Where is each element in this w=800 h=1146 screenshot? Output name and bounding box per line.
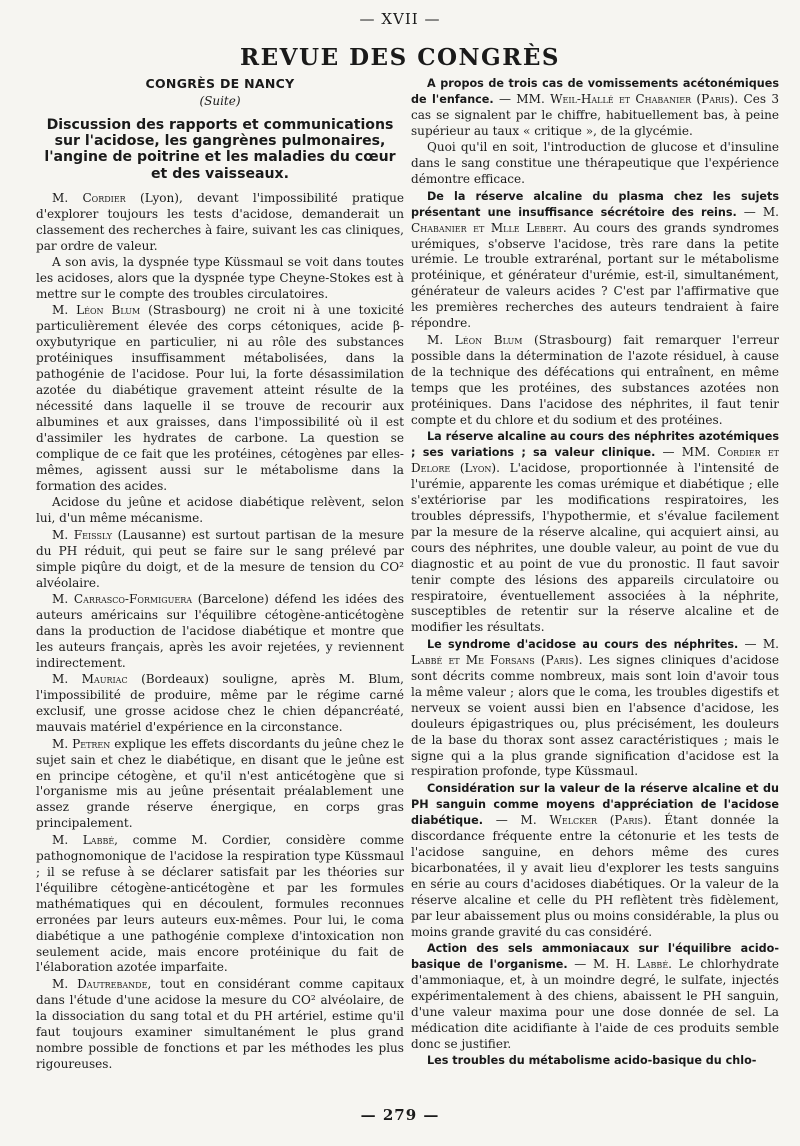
paragraph-text: Ces 3 cas se signalent par le chiffre, habituellement bas, à peine supérieur au taux « critique », de la glycémie. <box>411 91 780 138</box>
authors: — M. Labbé et Me Forsans (Paris). <box>411 636 779 667</box>
paragraph-jeune: Acidose du jeûne et acidose diabétique relèvent, selon lui, d'un même mécanisme. <box>36 495 404 526</box>
paragraph-reserve-plasma <box>411 189 779 333</box>
paragraph-mauriac <box>36 672 404 736</box>
authors: — M. H. Labbé. <box>567 956 672 971</box>
paragraph-nephrites-azotemiques <box>411 429 779 636</box>
paragraph-sels-ammoniacaux <box>411 941 779 1053</box>
author-name: M. Léon Blum <box>427 332 523 347</box>
paragraph-text: (Strasbourg) fait remarquer l'erreur possible dans la détermination de l'azote résiduel, à cause de la technique des défécations qui entraînent, en même temps que les protéines, des substances azotées non protéiniques. Dans l'acidose des néphrites, il faut tenir compte et du chlore et du sodium et des protéines. <box>411 332 779 427</box>
paragraph-cordier <box>36 191 404 255</box>
paragraph-dautrebande <box>36 977 404 1073</box>
author-name: M. Léon Blum <box>52 303 141 318</box>
paragraph-syndrome-acidose <box>411 637 779 781</box>
paragraph-text: Étant donnée la discordance fréquente entre la cétonurie et les tests de l'acidose sanguine, en dehors même des cures bicarbonatées, il y avait lieu d'explorer les tests sanguins en série au cours d'acidoses diabétiques. Or la valeur de la réserve alcaline et celle du PH reflètent très fidèlement, par leur abaissement plus ou moins considérable, la plus ou moins grande gravité du cas considéré. <box>411 812 779 939</box>
authors: — MM. Cordier et Delore (Lyon). <box>411 444 779 475</box>
author-name: M. Mauriac <box>52 672 128 687</box>
communication-title: Le syndrome d'acidose au cours des néphrites. <box>427 637 739 651</box>
paragraph-text: (Bordeaux) souligne, après M. Blum, l'impossibilité de produire, même par le régime carné exclusif, une grosse acidose chez le chien dépancréaté, mauvais matériel d'expérience en la circonstance. <box>36 672 404 735</box>
authors: — M. Welcker (Paris). <box>482 812 652 827</box>
paragraph-text: (Strasbourg) ne croit ni à une toxicité particulièrement élevée des corps cétoniques, acide β-oxybutyrique en particulier, ni au rôle des substances protéiniques insuffisamment métabolisées, dans la pathogénie de l'acidose. Pour lui, la forte désassimilation azotée du diabétique gravement atteint résulte de la nécessité dans laquelle il se trouve de recourir aux albumines et aux graisses, dans l'impossibilité où il est d'assimiler les hydrates de carbone. La question se complique de ce fait que les protéines, cétogènes par elles-mêmes, agissent aussi sur le métabolisme dans la formation des acides. <box>36 303 404 493</box>
paragraph-text: Au cours des grands syndromes urémiques, s'observe l'acidose, très rare dans la petite urémie. Le trouble extrarénal, portant sur le métabolisme protéinique, et générateur d'urémie, est-il, simultanément, générateur de valeurs acides ? C'est par l'affirmative que les premières recherches des auteurs tendraient à faire répondre. <box>411 220 779 331</box>
paragraph-text: (Lausanne) est surtout partisan de la mesure du PH réduit, qui peut se faire sur le sang prélevé par simple piqûre du doigt, et de la mesure de tension du CO² alvéolaire. <box>36 527 404 590</box>
left-column <box>36 76 404 1073</box>
section-heading: Discussion des rapports et communications sur l'acidose, les gangrènes pulmonaires, l'angine de poitrine et les maladies du cœur et des vaisseaux. <box>44 116 396 182</box>
communication-title: A propos de trois cas de vomissements acétonémiques de l'enfance. <box>411 77 779 106</box>
paragraph-blum <box>36 303 404 494</box>
congress-suite: (Suite) <box>199 93 241 108</box>
paragraph-text: (Lyon), devant l'impossibilité pratique d'explorer toujours les tests d'acidose, demanderait un classement des recherches à faire, suivant les cas cliniques, par ordre de valeur. <box>36 190 404 253</box>
author-name: M. Dautrebande <box>52 976 148 991</box>
right-column <box>411 76 779 1070</box>
author-name: M. Cordier <box>52 190 126 205</box>
communication-title: Les troubles du métabolisme acido-basique du chlo- <box>427 1054 757 1068</box>
paragraph-labbe <box>36 833 404 977</box>
paragraph-feissly <box>36 528 404 592</box>
author-name: M. Labbé <box>52 832 115 847</box>
author-name: M. Carrasco-Formiguera <box>52 592 193 607</box>
author-name: M. Feissly <box>52 527 113 542</box>
congress-title: CONGRÈS DE NANCY <box>145 76 295 91</box>
paragraph-insuline: Quoi qu'il en soit, l'introduction de glucose et d'insuline dans le sang constitue une thérapeutique que l'expérience démontre efficace. <box>411 140 779 187</box>
paragraph-dyspnee: A son avis, la dyspnée type Küssmaul se voit dans toutes les acidoses, alors que la dyspnée type Cheyne-Stokes est à mettre sur le compte des troubles circulatoires. <box>36 255 404 301</box>
paragraph-ph-sanguin <box>411 781 779 941</box>
authors: — MM. Weil-Hallé et Chabanier (Paris). <box>493 91 739 106</box>
paragraph-vomissements <box>411 76 779 140</box>
authors: — M. Chabanier et Mlle Lebert. <box>411 204 780 235</box>
paragraph-text: explique les effets discordants du jeûne chez le sujet sain et chez le diabétique, en disant que le jeûne est en principe cétogène, et qu'il n'est anticétogène que si l'organisme mis au jeûne présentait préalablement une assez grande réserve énergique, en corps gras principalement. <box>36 736 404 831</box>
paragraph-carrasco <box>36 592 404 672</box>
paragraph-text: (Barcelone) défend les idées des auteurs américains sur l'équilibre cétogène-anticétogène dans la production de l'acidose diabétique et montre que les auteurs français, après les avoir rejetées, y reviennent indirectement. <box>36 592 404 670</box>
paragraph-text: Le chlorhydrate d'ammoniaque, et, à un moindre degré, le sulfate, injectés expérimentalement à des chiens, abaissent le PH sanguin, d'une valeur maxima pour une dose donnée de sel. La médication dite acidifiante à l'aide de ces produits semble donc se justifier. <box>411 956 779 1051</box>
communication-title: La réserve alcaline au cours des néphrites azotémiques ; ses variations ; sa valeur clinique. <box>411 429 779 459</box>
paragraph-text: Les signes cliniques d'acidose sont décrits comme nombreux, mais sont loin d'avoir tous la même valeur ; alors que le coma, les troubles digestifs et nerveux se voient aussi bien en l'absence d'acidose, les douleurs épigastriques ou, plus précisément, les douleurs de la base du thorax sont assez caractéristiques ; mais le signe qui a la plus grande signification d'acidose est la respiration profonde, type Küssmaul. <box>411 652 779 779</box>
communication-title: De la réserve alcaline du plasma chez les sujets présentant une insuffisance sécrétoire des reins. <box>411 189 779 219</box>
paragraph-text: , comme M. Cordier, considère comme pathognomonique de l'acidose la respiration type Küssmaul ; il se refuse à se déclarer satisfait par les théories sur l'équilibre cétogène-anticétogène et par les formules mathématiques qui en découlent, formules reconnues erronées par leurs auteurs eux-mêmes. Pour lui, le coma diabétique a une pathogénie complexe d'intoxication non seulement acide, mais encore protéinique du fait de l'élaboration azotée imparfaite. <box>36 832 404 975</box>
paragraph-petren <box>36 737 404 833</box>
paragraph-blum-azote <box>411 333 779 429</box>
page-roman-numeral: — XVII — <box>359 10 441 28</box>
communication-title: Considération sur la valeur de la réserve alcaline et du PH sanguin comme moyens d'appréciation de l'acidose diabétique. <box>411 781 779 827</box>
paragraph-text: , tout en considérant comme capitaux dans l'étude d'une acidose la mesure du CO² alvéolaire, de la dissociation du sang total et du PH artériel, estime qu'il faut toujours examiner simultanément le plus grand nombre possible de fonctions et par les méthodes les plus rigoureuses. <box>36 976 404 1071</box>
paragraph-text: L'acidose, proportionnée à l'intensité de l'urémie, apparente les comas urémique et diabétique ; elle s'extériorise par les modifications respiratoires, les troubles dépressifs, l'hypothermie, et s'évalue facilement par la mesure de la réserve alcaline, qui acquiert ainsi, au cours des néphrites, une double valeur, au point de vue du diagnostic et au point de vue du pronostic. Il faut savoir tenir compte des lésions des appareils circulatoire ou respiratoire, éventuellement associées à la néphrite, susceptibles de retentir sur la réserve alcaline et de modifier les résultats. <box>411 460 779 635</box>
paragraph-troubles-chlore <box>411 1053 779 1069</box>
communication-title: Action des sels ammoniacaux sur l'équilibre acido-basique de l'organisme. <box>411 941 779 971</box>
page-number: — 279 — <box>360 1106 440 1124</box>
page-title: REVUE DES CONGRÈS <box>240 44 560 71</box>
author-name: M. Petren <box>52 736 111 751</box>
